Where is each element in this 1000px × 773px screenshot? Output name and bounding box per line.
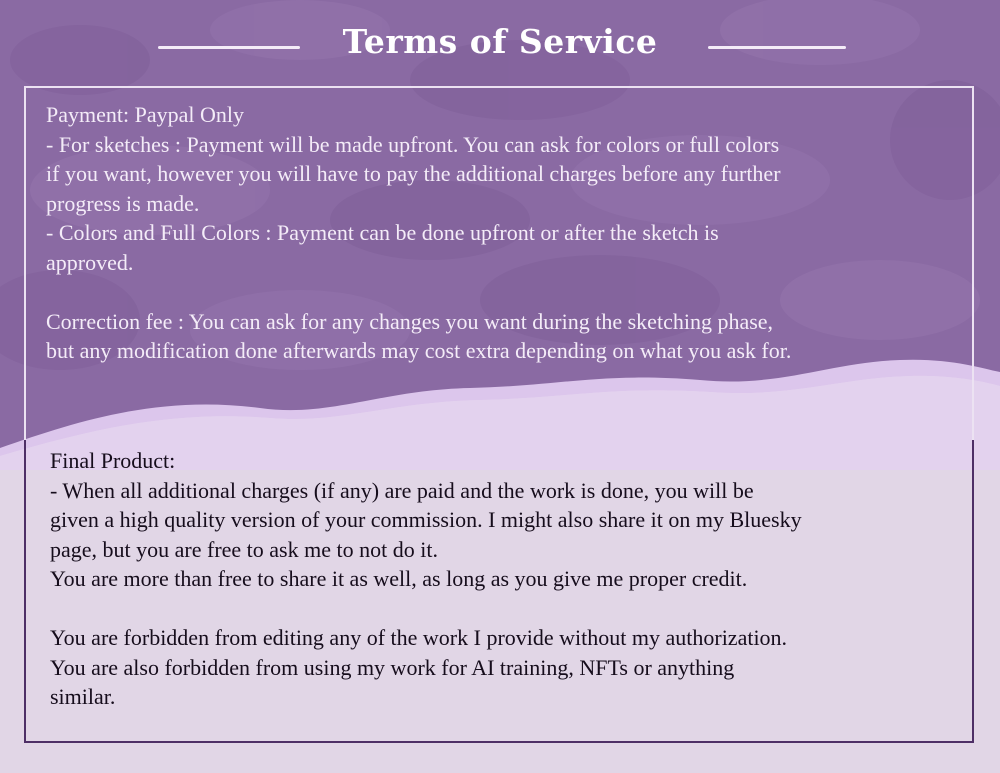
payment-heading: Payment: Paypal Only xyxy=(46,102,244,127)
sketches-line: - For sketches : Payment will be made upfront. You can ask for colors or full colors xyxy=(46,131,780,157)
title-decoration-right xyxy=(708,46,846,49)
restriction-line: You are also forbidden from using my work for AI training, NFTs or anything xyxy=(50,654,735,680)
delivery-line: - When all additional charges (if any) are paid and the work is done, you will be xyxy=(50,477,754,503)
page-title: Terms of Service xyxy=(342,22,658,61)
restriction-line: You are forbidden from editing any of the work I provide without my authorization. xyxy=(50,625,788,650)
final-product-heading: Final Product: xyxy=(50,448,176,473)
sketches-line: progress is made. xyxy=(46,190,200,216)
colors-line: - Colors and Full Colors : Payment can be done upfront or after the sketch is xyxy=(46,220,719,245)
paragraph-gap xyxy=(50,594,972,624)
delivery-line: page, but you are free to ask me to not do it. xyxy=(50,536,438,562)
delivery-line: You are more than free to share it as well, as long as you give me proper credit. xyxy=(50,566,748,591)
correction-fee-line: Correction fee : You can ask for any changes you want during the sketching phase, xyxy=(46,308,774,334)
correction-fee-line: but any modification done afterwards may cost extra depending on what you ask for. xyxy=(46,338,792,363)
delivery-line: given a high quality version of your commission. I might also share it on my Bluesky xyxy=(50,507,802,532)
restriction-line: similar. xyxy=(50,684,116,709)
colors-line: approved. xyxy=(46,249,134,275)
sketches-line: if you want, however you will have to pay the additional charges before any further xyxy=(46,161,781,186)
final-product-section xyxy=(50,446,972,712)
payment-section xyxy=(46,100,976,366)
paragraph-gap xyxy=(46,277,976,307)
